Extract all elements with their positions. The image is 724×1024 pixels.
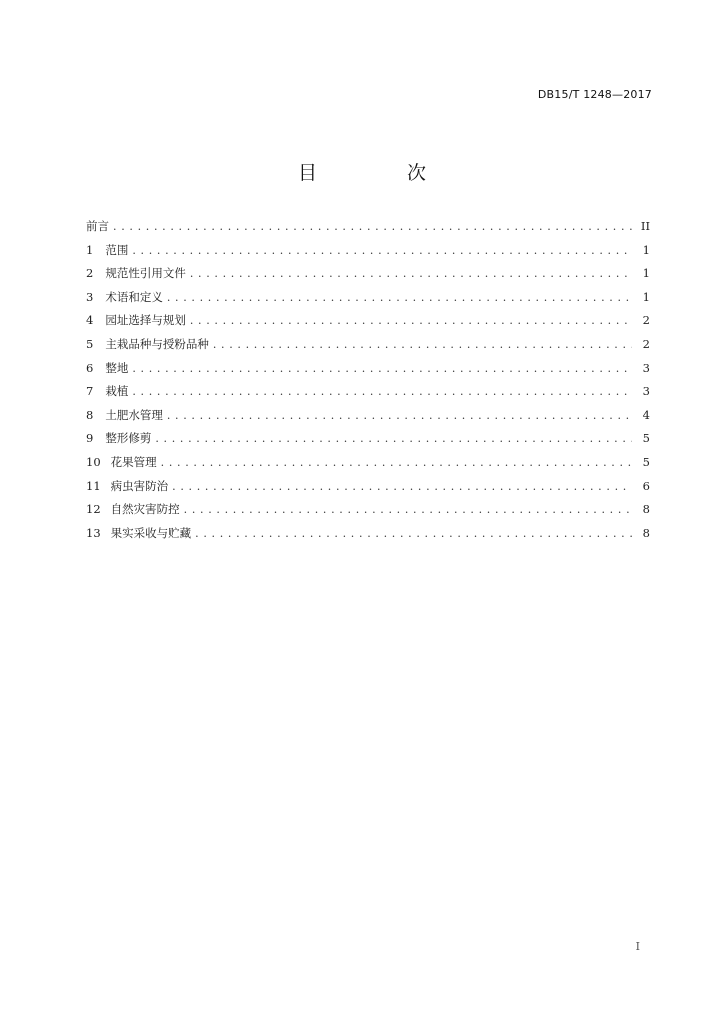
- toc-entry-number: 9: [86, 431, 94, 446]
- toc-entry-number: 4: [86, 313, 94, 328]
- toc-entry-page: 3: [642, 384, 650, 399]
- toc-leader-dots: [132, 244, 632, 257]
- toc-entry-label: 园址选择与规划: [105, 313, 186, 328]
- toc-entry-page: 5: [642, 454, 650, 469]
- toc-entry-number: 8: [86, 407, 94, 422]
- toc-entry-label: 栽植: [105, 384, 129, 399]
- toc-title: 目 次: [297, 162, 469, 184]
- toc-entry-label: 整形修剪: [105, 431, 152, 446]
- toc-entry-label: 范围: [105, 242, 129, 257]
- toc-entry-8[interactable]: [86, 407, 650, 431]
- toc-entry-12[interactable]: [86, 501, 650, 525]
- toc-entry-page: 4: [642, 407, 650, 422]
- toc-entry-number: 13: [86, 525, 101, 540]
- toc-entry-1[interactable]: [86, 242, 650, 266]
- toc-entry-label: 主栽品种与授粉品种: [105, 336, 209, 351]
- toc-entry-foreword[interactable]: [86, 218, 650, 242]
- toc-entry-page: 1: [642, 289, 650, 304]
- toc-leader-dots: [172, 480, 632, 493]
- toc-entry-page: 2: [642, 336, 650, 351]
- toc-entry-page: 6: [642, 478, 650, 493]
- document-code: DB15/T 1248—2017: [537, 88, 652, 101]
- toc-entry-label: 整地: [105, 360, 129, 375]
- toc-entry-9[interactable]: [86, 430, 650, 454]
- toc-entry-11[interactable]: [86, 478, 650, 502]
- toc-entry-4[interactable]: [86, 312, 650, 336]
- toc-entry-number: 1: [86, 242, 94, 257]
- toc-entry-6[interactable]: [86, 360, 650, 384]
- toc-entry-5[interactable]: [86, 336, 650, 360]
- toc-entry-page: 3: [642, 360, 650, 375]
- toc-leader-dots: [167, 291, 632, 304]
- toc-entry-2[interactable]: [86, 265, 650, 289]
- toc-entry-label: 病虫害防治: [110, 478, 169, 493]
- toc-entry-label: 自然灾害防控: [110, 502, 180, 517]
- toc-entry-number: 7: [86, 384, 94, 399]
- toc-entry-3[interactable]: [86, 289, 650, 313]
- toc-entry-label: 果实采收与贮藏: [110, 525, 192, 540]
- table-of-contents: [86, 218, 650, 548]
- toc-entry-7[interactable]: [86, 383, 650, 407]
- toc-leader-dots: [155, 432, 632, 445]
- toc-entry-10[interactable]: [86, 454, 650, 478]
- toc-entry-page: 1: [642, 266, 650, 281]
- toc-entry-number: 6: [86, 360, 94, 375]
- toc-entry-page: 1: [642, 242, 650, 257]
- toc-entry-page: 8: [642, 525, 650, 540]
- toc-entry-13[interactable]: [86, 525, 650, 549]
- toc-leader-dots: [213, 338, 632, 351]
- toc-entry-page: II: [640, 219, 650, 233]
- toc-entry-label: 土肥水管理: [105, 407, 163, 422]
- toc-entry-label: 前言: [86, 219, 109, 233]
- toc-leader-dots: [190, 314, 632, 327]
- toc-entry-number: 11: [86, 478, 101, 493]
- page-number: I: [635, 940, 640, 953]
- toc-entry-number: 12: [86, 502, 101, 517]
- toc-leader-dots: [195, 527, 632, 540]
- toc-leader-dots: [132, 362, 632, 375]
- toc-entry-number: 3: [86, 289, 94, 304]
- toc-entry-label: 花果管理: [110, 454, 157, 469]
- toc-entry-number: 10: [86, 454, 101, 469]
- toc-leader-dots: [184, 503, 632, 516]
- toc-leader-dots: [167, 409, 632, 422]
- toc-leader-dots: [113, 220, 632, 233]
- toc-entry-label: 术语和定义: [105, 289, 163, 304]
- toc-entry-label: 规范性引用文件: [105, 266, 186, 281]
- toc-entry-page: 2: [642, 313, 650, 328]
- toc-leader-dots: [190, 267, 632, 280]
- toc-entry-page: 8: [642, 502, 650, 517]
- toc-leader-dots: [161, 456, 632, 469]
- toc-entry-page: 5: [642, 431, 650, 446]
- toc-entry-number: 2: [86, 266, 94, 281]
- toc-entry-number: 5: [86, 336, 94, 351]
- toc-leader-dots: [132, 385, 632, 398]
